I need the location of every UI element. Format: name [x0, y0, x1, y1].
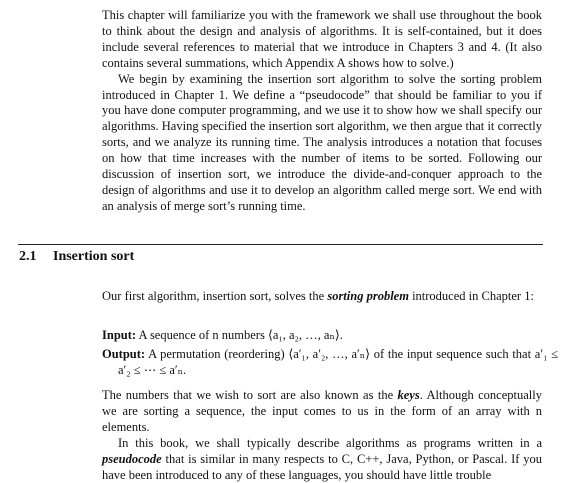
- body-paragraph-2-lead: The numbers that we wish to sort are also known as the: [102, 388, 398, 402]
- term-sorting-problem: sorting problem: [327, 289, 409, 303]
- body-paragraph-3-lead: In this book, we shall typically describe algorithms as programs written in a: [118, 435, 542, 450]
- body-paragraph-2-tail: . Although conceptually we are sorting a sequence, the input comes to us in the form of an array with n elements.: [102, 388, 542, 434]
- body-paragraph-1-lead: Our first algorithm, insertion sort, solves the: [102, 289, 328, 303]
- body-paragraph-1-tail: introduced in Chapter 1:: [408, 289, 534, 303]
- term-pseudocode: pseudocode: [102, 451, 162, 466]
- output-spec: [102, 347, 558, 379]
- body-paragraph-3-tail: that is similar in many respects to C, C++, Java, Python, or Pascal. If you have been introduced to any of these languages, you should have little trouble: [102, 451, 542, 482]
- body-paragraph-3: [102, 436, 542, 483]
- section-divider: [18, 244, 543, 245]
- input-label: Input:: [102, 328, 137, 342]
- body-paragraph-2: [102, 388, 542, 436]
- intro-paragraph-1: This chapter will familiarize you with the framework we shall use throughout the book to think about the design and analysis of algorithms. It is self-contained, but it does include several references to material that we introduce in Chapters 3 and 4. (It also contains several summations, which Appendix A shows how to solve.): [102, 8, 542, 70]
- intro-paragraph-2: We begin by examining the insertion sort algorithm to solve the sorting problem introduced in Chapter 1. We define a “pseudocode” that should be familiar to you if you have done computer programming, and we use it to show how we shall specify our algorithms. Having specified the insertion sort algorithm, we then argue that it correctly sorts, and we analyze its running time. The analysis introduces a notation that focuses on how that time increases with the number of items to be sorted. Following our discussion of insertion sort, we introduce the divide-and-conquer approach to the design of algorithms and use it to develop an algorithm called merge sort. We end with an analysis of merge sort’s running time.: [102, 71, 542, 213]
- input-spec: [102, 328, 542, 344]
- body-paragraph-1: [102, 289, 542, 305]
- output-label: Output:: [102, 347, 146, 361]
- input-text: A sequence of n numbers ⟨a₁, a₂, …, aₙ⟩.: [138, 328, 343, 342]
- output-text: A permutation (reordering) ⟨a′₁, a′₂, …, a′ₙ⟩ of the input sequence such that a′₁ ≤ a′₂ ≤ ⋯ ≤ a′ₙ.: [118, 347, 558, 377]
- section-heading: [19, 249, 134, 265]
- term-keys: keys: [397, 388, 420, 402]
- section-number: 2.1: [19, 249, 37, 264]
- section-title: Insertion sort: [53, 249, 135, 264]
